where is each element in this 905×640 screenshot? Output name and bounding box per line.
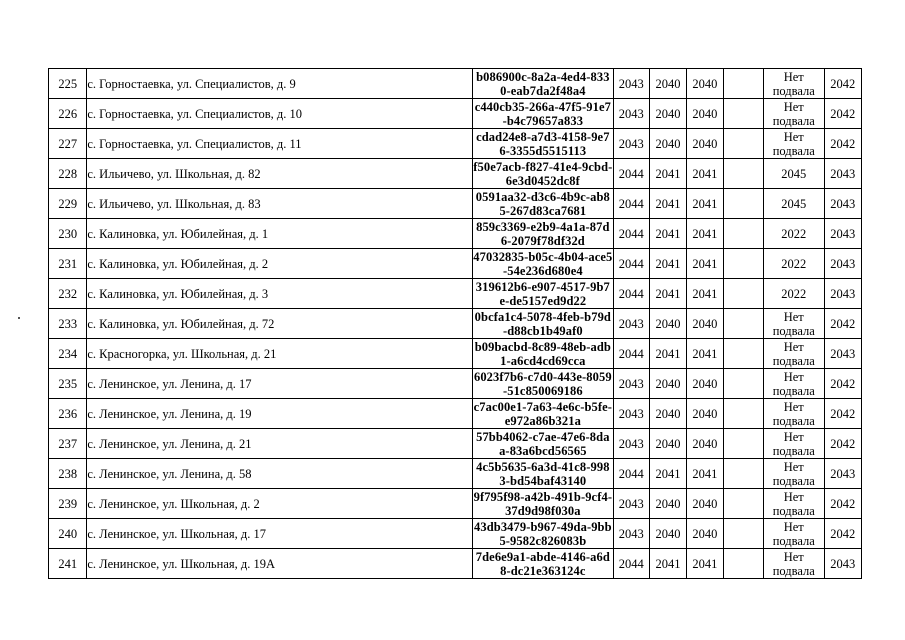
year-cell-3: 2040 [687, 519, 723, 549]
table-row [49, 69, 862, 99]
year-cell-5: 2043 [824, 189, 861, 219]
year-cell-1: 2044 [613, 549, 649, 579]
basement-cell: Нет подвала [763, 459, 824, 489]
guid-cell: 57bb4062-c7ae-47e6-8daa-83a6bcd56565 [473, 429, 613, 459]
year-cell-2: 2041 [649, 189, 686, 219]
year-cell-4 [723, 519, 763, 549]
table-body [49, 69, 862, 579]
year-cell-5: 2042 [824, 369, 861, 399]
year-cell-2: 2040 [649, 309, 686, 339]
table-row [49, 129, 862, 159]
year-cell-2: 2041 [649, 549, 686, 579]
year-cell-4 [723, 489, 763, 519]
table-row [49, 519, 862, 549]
guid-cell: c440cb35-266a-47f5-91e7-b4c79657a833 [473, 99, 613, 129]
basement-cell: Нет подвала [763, 489, 824, 519]
guid-cell: 319612b6-e907-4517-9b7e-de5157ed9d22 [473, 279, 613, 309]
basement-cell: Нет подвала [763, 519, 824, 549]
row-number: 231 [49, 249, 87, 279]
row-number: 241 [49, 549, 87, 579]
row-number: 240 [49, 519, 87, 549]
basement-cell: Нет подвала [763, 99, 824, 129]
address-cell: с. Горностаевка, ул. Специалистов, д. 9 [87, 69, 473, 99]
row-number: 234 [49, 339, 87, 369]
row-number: 232 [49, 279, 87, 309]
address-cell: с. Ильичево, ул. Школьная, д. 82 [87, 159, 473, 189]
year-cell-3: 2040 [687, 309, 723, 339]
table-row [49, 339, 862, 369]
row-number: 226 [49, 99, 87, 129]
year-cell-1: 2043 [613, 129, 649, 159]
guid-cell: 859c3369-e2b9-4a1a-87d6-2079f78df32d [473, 219, 613, 249]
year-cell-4 [723, 99, 763, 129]
year-cell-2: 2041 [649, 249, 686, 279]
guid-cell: 7de6e9a1-abde-4146-a6d8-dc21e363124c [473, 549, 613, 579]
row-number: 238 [49, 459, 87, 489]
row-number: 229 [49, 189, 87, 219]
year-cell-4 [723, 159, 763, 189]
year-cell-3: 2041 [687, 459, 723, 489]
row-number: 239 [49, 489, 87, 519]
buildings-table [48, 68, 862, 579]
year-cell-4 [723, 459, 763, 489]
address-cell: с. Ленинское, ул. Ленина, д. 19 [87, 399, 473, 429]
year-cell-2: 2040 [649, 369, 686, 399]
year-cell-3: 2040 [687, 99, 723, 129]
year-cell-2: 2041 [649, 459, 686, 489]
year-cell-3: 2041 [687, 159, 723, 189]
basement-cell: Нет подвала [763, 339, 824, 369]
row-number: 225 [49, 69, 87, 99]
year-cell-3: 2040 [687, 399, 723, 429]
basement-cell: Нет подвала [763, 549, 824, 579]
year-cell-1: 2043 [613, 429, 649, 459]
year-cell-1: 2044 [613, 279, 649, 309]
address-cell: с. Ленинское, ул. Школьная, д. 17 [87, 519, 473, 549]
year-cell-5: 2042 [824, 429, 861, 459]
year-cell-3: 2041 [687, 249, 723, 279]
year-cell-5: 2043 [824, 279, 861, 309]
year-cell-5: 2042 [824, 69, 861, 99]
year-cell-2: 2040 [649, 399, 686, 429]
table-row [49, 279, 862, 309]
table-row [49, 249, 862, 279]
year-cell-2: 2040 [649, 429, 686, 459]
year-cell-1: 2043 [613, 399, 649, 429]
year-cell-1: 2044 [613, 189, 649, 219]
basement-cell: Нет подвала [763, 69, 824, 99]
row-number: 236 [49, 399, 87, 429]
address-cell: с. Ильичево, ул. Школьная, д. 83 [87, 189, 473, 219]
year-cell-1: 2043 [613, 309, 649, 339]
year-cell-3: 2040 [687, 129, 723, 159]
address-cell: с. Калиновка, ул. Юбилейная, д. 72 [87, 309, 473, 339]
table-row [49, 369, 862, 399]
guid-cell: b086900c-8a2a-4ed4-8330-eab7da2f48a4 [473, 69, 613, 99]
year-cell-4 [723, 399, 763, 429]
address-cell: с. Калиновка, ул. Юбилейная, д. 1 [87, 219, 473, 249]
table-row [49, 159, 862, 189]
year-cell-2: 2040 [649, 519, 686, 549]
guid-cell: 47032835-b05c-4b04-ace5-54e236d680e4 [473, 249, 613, 278]
year-cell-2: 2040 [649, 129, 686, 159]
year-cell-5: 2042 [824, 519, 861, 549]
address-cell: с. Калиновка, ул. Юбилейная, д. 2 [87, 249, 473, 279]
address-cell: с. Ленинское, ул. Школьная, д. 2 [87, 489, 473, 519]
basement-cell: 2022 [763, 279, 824, 309]
table-row [49, 399, 862, 429]
row-number: 237 [49, 429, 87, 459]
year-cell-1: 2043 [613, 489, 649, 519]
year-cell-5: 2042 [824, 309, 861, 339]
basement-cell: Нет подвала [763, 129, 824, 159]
year-cell-4 [723, 369, 763, 399]
year-cell-2: 2041 [649, 279, 686, 309]
table-row [49, 219, 862, 249]
year-cell-3: 2041 [687, 189, 723, 219]
year-cell-1: 2043 [613, 369, 649, 399]
table-row [49, 99, 862, 129]
guid-cell: 4c5b5635-6a3d-41c8-9983-bd54baf43140 [473, 459, 613, 489]
year-cell-3: 2041 [687, 549, 723, 579]
year-cell-2: 2041 [649, 159, 686, 189]
year-cell-5: 2043 [824, 549, 861, 579]
basement-cell: 2022 [763, 219, 824, 249]
basement-cell: 2045 [763, 159, 824, 189]
table-row [49, 309, 862, 339]
table-row [49, 549, 862, 579]
basement-cell: Нет подвала [763, 429, 824, 459]
guid-cell: 43db3479-b967-49da-9bb5-9582c826083b [474, 519, 612, 548]
guid-cell: c7ac00e1-7a63-4e6c-b5fe-e972a86b321a [473, 399, 613, 428]
year-cell-5: 2043 [824, 249, 861, 279]
basement-cell: Нет подвала [763, 399, 824, 429]
year-cell-2: 2041 [649, 339, 686, 369]
guid-cell: cdad24e8-a7d3-4158-9e76-3355d5515113 [473, 129, 613, 159]
guid-cell: 0bcfa1c4-5078-4feb-b79d-d88cb1b49af0 [473, 309, 613, 339]
year-cell-3: 2040 [687, 69, 723, 99]
year-cell-4 [723, 189, 763, 219]
year-cell-1: 2044 [613, 459, 649, 489]
address-cell: с. Горностаевка, ул. Специалистов, д. 10 [87, 99, 473, 129]
basement-cell: Нет подвала [763, 369, 824, 399]
table-row [49, 459, 862, 489]
year-cell-1: 2044 [613, 159, 649, 189]
year-cell-4 [723, 279, 763, 309]
guid-cell: f50e7acb-f827-41e4-9cbd-6e3d0452dc8f [473, 159, 613, 188]
guid-cell: 9f795f98-a42b-491b-9cf4-37d9d98f030a [473, 489, 613, 518]
address-cell: с. Калиновка, ул. Юбилейная, д. 3 [87, 279, 473, 309]
year-cell-2: 2041 [649, 219, 686, 249]
row-number: 235 [49, 369, 87, 399]
year-cell-4 [723, 219, 763, 249]
table-row [49, 489, 862, 519]
address-cell: с. Ленинское, ул. Ленина, д. 58 [87, 459, 473, 489]
year-cell-3: 2040 [687, 489, 723, 519]
year-cell-5: 2042 [824, 129, 861, 159]
address-cell: с. Ленинское, ул. Ленина, д. 21 [87, 429, 473, 459]
address-cell: с. Ленинское, ул. Ленина, д. 17 [87, 369, 473, 399]
year-cell-2: 2040 [649, 99, 686, 129]
guid-cell: b09bacbd-8c89-48eb-adb1-a6cd4cd69cca [473, 339, 613, 369]
year-cell-3: 2041 [687, 279, 723, 309]
year-cell-1: 2043 [613, 519, 649, 549]
basement-cell: Нет подвала [763, 309, 824, 339]
row-number: 228 [49, 159, 87, 189]
year-cell-4 [723, 129, 763, 159]
year-cell-4 [723, 549, 763, 579]
year-cell-5: 2043 [824, 159, 861, 189]
year-cell-5: 2043 [824, 459, 861, 489]
year-cell-3: 2040 [687, 429, 723, 459]
table-row [49, 429, 862, 459]
table-row [49, 189, 862, 219]
address-cell: с. Горностаевка, ул. Специалистов, д. 11 [87, 129, 473, 159]
year-cell-1: 2043 [613, 69, 649, 99]
year-cell-4 [723, 309, 763, 339]
year-cell-2: 2040 [649, 69, 686, 99]
row-number: 230 [49, 219, 87, 249]
year-cell-4 [723, 69, 763, 99]
address-cell: с. Ленинское, ул. Школьная, д. 19А [87, 549, 473, 579]
year-cell-5: 2042 [824, 399, 861, 429]
basement-cell: 2022 [763, 249, 824, 279]
guid-cell: 6023f7b6-c7d0-443e-8059-51c850069186 [473, 369, 612, 398]
year-cell-4 [723, 429, 763, 459]
basement-cell: 2045 [763, 189, 824, 219]
year-cell-3: 2041 [687, 339, 723, 369]
row-number: 227 [49, 129, 87, 159]
year-cell-1: 2043 [613, 99, 649, 129]
year-cell-3: 2040 [687, 369, 723, 399]
year-cell-1: 2044 [613, 219, 649, 249]
row-number: 233 [49, 309, 87, 339]
year-cell-5: 2042 [824, 489, 861, 519]
year-cell-4 [723, 339, 763, 369]
guid-cell: 0591aa32-d3c6-4b9c-ab85-267d83ca7681 [473, 189, 613, 219]
year-cell-5: 2043 [824, 339, 861, 369]
year-cell-3: 2041 [687, 219, 723, 249]
address-cell: с. Красногорка, ул. Школьная, д. 21 [87, 339, 473, 369]
year-cell-4 [723, 249, 763, 279]
year-cell-1: 2044 [613, 249, 649, 279]
year-cell-5: 2043 [824, 219, 861, 249]
scan-speck [18, 317, 20, 319]
year-cell-2: 2040 [649, 489, 686, 519]
year-cell-1: 2044 [613, 339, 649, 369]
year-cell-5: 2042 [824, 99, 861, 129]
